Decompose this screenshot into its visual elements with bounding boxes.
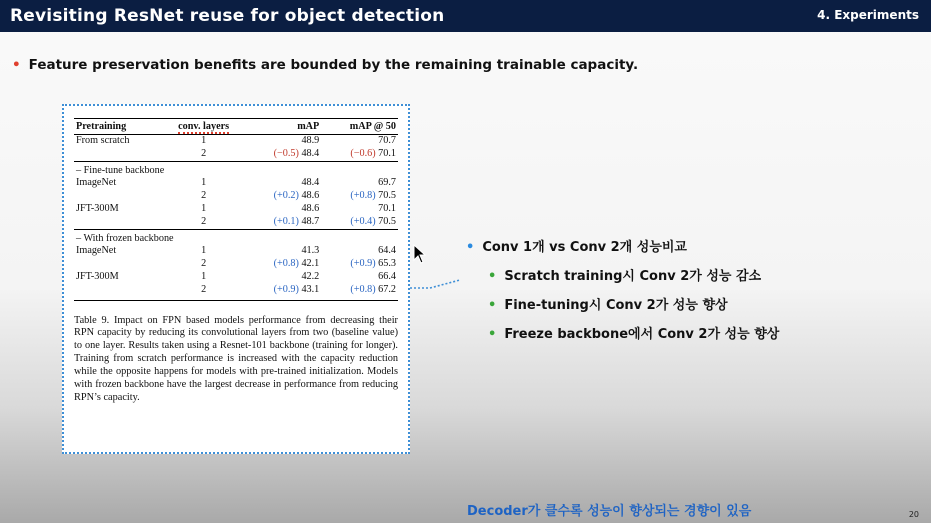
table-row — [74, 203, 398, 216]
col-header-pretraining: Pretraining — [74, 119, 162, 135]
bottom-note: Decoder가 클수록 성능이 향상되는 경향이 있음 — [467, 504, 752, 519]
bullet-sub-text: Freeze backbone에서 Conv 2가 성능 향상 — [504, 327, 780, 342]
delta-value: (−0.6) — [350, 147, 376, 159]
cell-pretraining: From scratch — [76, 135, 130, 146]
results-table — [74, 118, 398, 301]
cell-layers: 1 — [201, 245, 207, 257]
cell-map50: 70.7 — [378, 135, 396, 146]
cell-pretraining: ImageNet — [76, 245, 117, 257]
cell-map50: (−0.6) 70.1 — [350, 147, 396, 159]
mouse-pointer-icon — [413, 244, 427, 264]
cell-pretraining — [74, 148, 162, 161]
slide-header — [0, 0, 931, 32]
table-row — [74, 216, 398, 229]
cell-map: 48.4 — [301, 177, 320, 189]
table-row — [74, 245, 398, 258]
page-number: 20 — [908, 510, 919, 519]
cell-map: 48.6 — [301, 202, 320, 214]
col-header-conv-layers — [162, 119, 246, 135]
table-row — [74, 148, 398, 161]
delta-value: (−0.5) — [273, 147, 299, 159]
cell-map: (+0.8) 42.1 — [273, 258, 320, 270]
cell-map50: (+0.8) 67.2 — [321, 284, 398, 300]
cell-layers: 2 — [201, 258, 207, 270]
table-caption: Table 9. Impact on FPN based models performance from decreasing their RPN capacity by reducing its convolutional layers from two (baseline value) to one layer. Results taken using a Resnet-101 backbone (training for longer). Training from scratch performance is increased with the capacity reduction while the opposite happens for models with pre-trained initialization. Models with frozen backbone have the largest decrease in performance from reducing RPN’s capacity. — [74, 314, 398, 403]
cell-map50: 64.4 — [378, 245, 396, 257]
bullet-dot-icon: • — [12, 57, 21, 73]
cell-layers: 2 — [201, 215, 207, 227]
cell-pretraining — [74, 190, 162, 203]
connector-dotted-line — [410, 266, 462, 290]
delta-value: (+0.9) — [273, 283, 299, 295]
cell-map: 48.9 — [301, 135, 320, 146]
cell-pretraining: ImageNet — [76, 177, 117, 189]
cell-pretraining — [74, 284, 162, 300]
table-row — [74, 271, 398, 284]
cell-map50: 69.7 — [378, 177, 396, 189]
delta-value: (+0.1) — [273, 215, 299, 227]
cell-pretraining — [74, 258, 162, 271]
slide-title: Revisiting ResNet reuse for object detection — [10, 6, 445, 26]
delta-value: (+0.4) — [350, 215, 376, 227]
table-row — [74, 284, 398, 300]
cell-map: (+0.1) 48.7 — [273, 215, 320, 227]
cell-map50: 70.1 — [378, 202, 396, 214]
cell-pretraining: JFT-300M — [76, 202, 119, 214]
cell-layers: 2 — [201, 147, 207, 159]
bullet-sub — [488, 323, 779, 342]
bullet-sub — [488, 265, 779, 284]
cell-layers: 2 — [201, 190, 207, 202]
bullet-dot-icon: • — [466, 240, 475, 255]
cell-map: (−0.5) 48.4 — [273, 147, 320, 159]
cell-layers: 2 — [162, 284, 246, 300]
bullet-dot-icon: • — [488, 327, 497, 342]
cell-layers: 1 — [201, 177, 207, 189]
cell-map: 42.2 — [301, 270, 320, 282]
group-label-row — [74, 161, 398, 177]
table-row — [74, 258, 398, 271]
group-label: – With frozen backbone — [74, 229, 398, 245]
paper-excerpt — [74, 118, 398, 405]
conv-layers-header-text: conv. layers — [178, 121, 230, 132]
paper-figure-box — [62, 104, 410, 454]
bullet-dot-icon: • — [488, 269, 497, 284]
group-label: – Fine-tune backbone — [74, 161, 398, 177]
cell-pretraining — [74, 216, 162, 229]
bullet-main — [466, 236, 779, 255]
bullet-sub-text: Fine-tuning시 Conv 2가 성능 향상 — [504, 298, 728, 313]
cell-map50: (+0.4) 70.5 — [350, 215, 396, 227]
table-row — [74, 177, 398, 190]
cell-layers: 1 — [201, 135, 207, 146]
summary-bullets — [466, 236, 779, 352]
group-label-row — [74, 229, 398, 245]
delta-value: (+0.8) — [350, 283, 376, 295]
table-row — [74, 135, 398, 148]
cell-map50: (+0.8) 70.5 — [350, 190, 396, 202]
cell-map: 41.3 — [301, 245, 320, 257]
table-row — [74, 190, 398, 203]
cell-pretraining: JFT-300M — [76, 270, 119, 282]
cell-map50: (+0.9) 65.3 — [350, 258, 396, 270]
subtitle-text: Feature preservation benefits are bounded by the remaining trainable capacity. — [28, 57, 639, 73]
delta-value: (+0.8) — [273, 258, 299, 270]
delta-value: (+0.9) — [350, 258, 376, 270]
bullet-main-text: Conv 1개 vs Conv 2개 성능비교 — [482, 240, 687, 255]
col-header-map50: mAP @ 50 — [321, 119, 398, 135]
delta-value: (+0.8) — [350, 190, 376, 202]
delta-value: (+0.2) — [273, 190, 299, 202]
cell-layers: 1 — [201, 202, 207, 214]
bullet-sub-text: Scratch training시 Conv 2가 성능 감소 — [504, 269, 762, 284]
col-header-map: mAP — [246, 119, 322, 135]
bullet-sub — [488, 294, 779, 313]
slide-subtitle — [12, 57, 638, 73]
cell-map: (+0.9) 43.1 — [246, 284, 322, 300]
cell-map: (+0.2) 48.6 — [273, 190, 320, 202]
bullet-dot-icon: • — [488, 298, 497, 313]
cell-map50: 66.4 — [378, 270, 396, 282]
cell-layers: 1 — [201, 270, 207, 282]
section-label: 4. Experiments — [817, 8, 919, 22]
